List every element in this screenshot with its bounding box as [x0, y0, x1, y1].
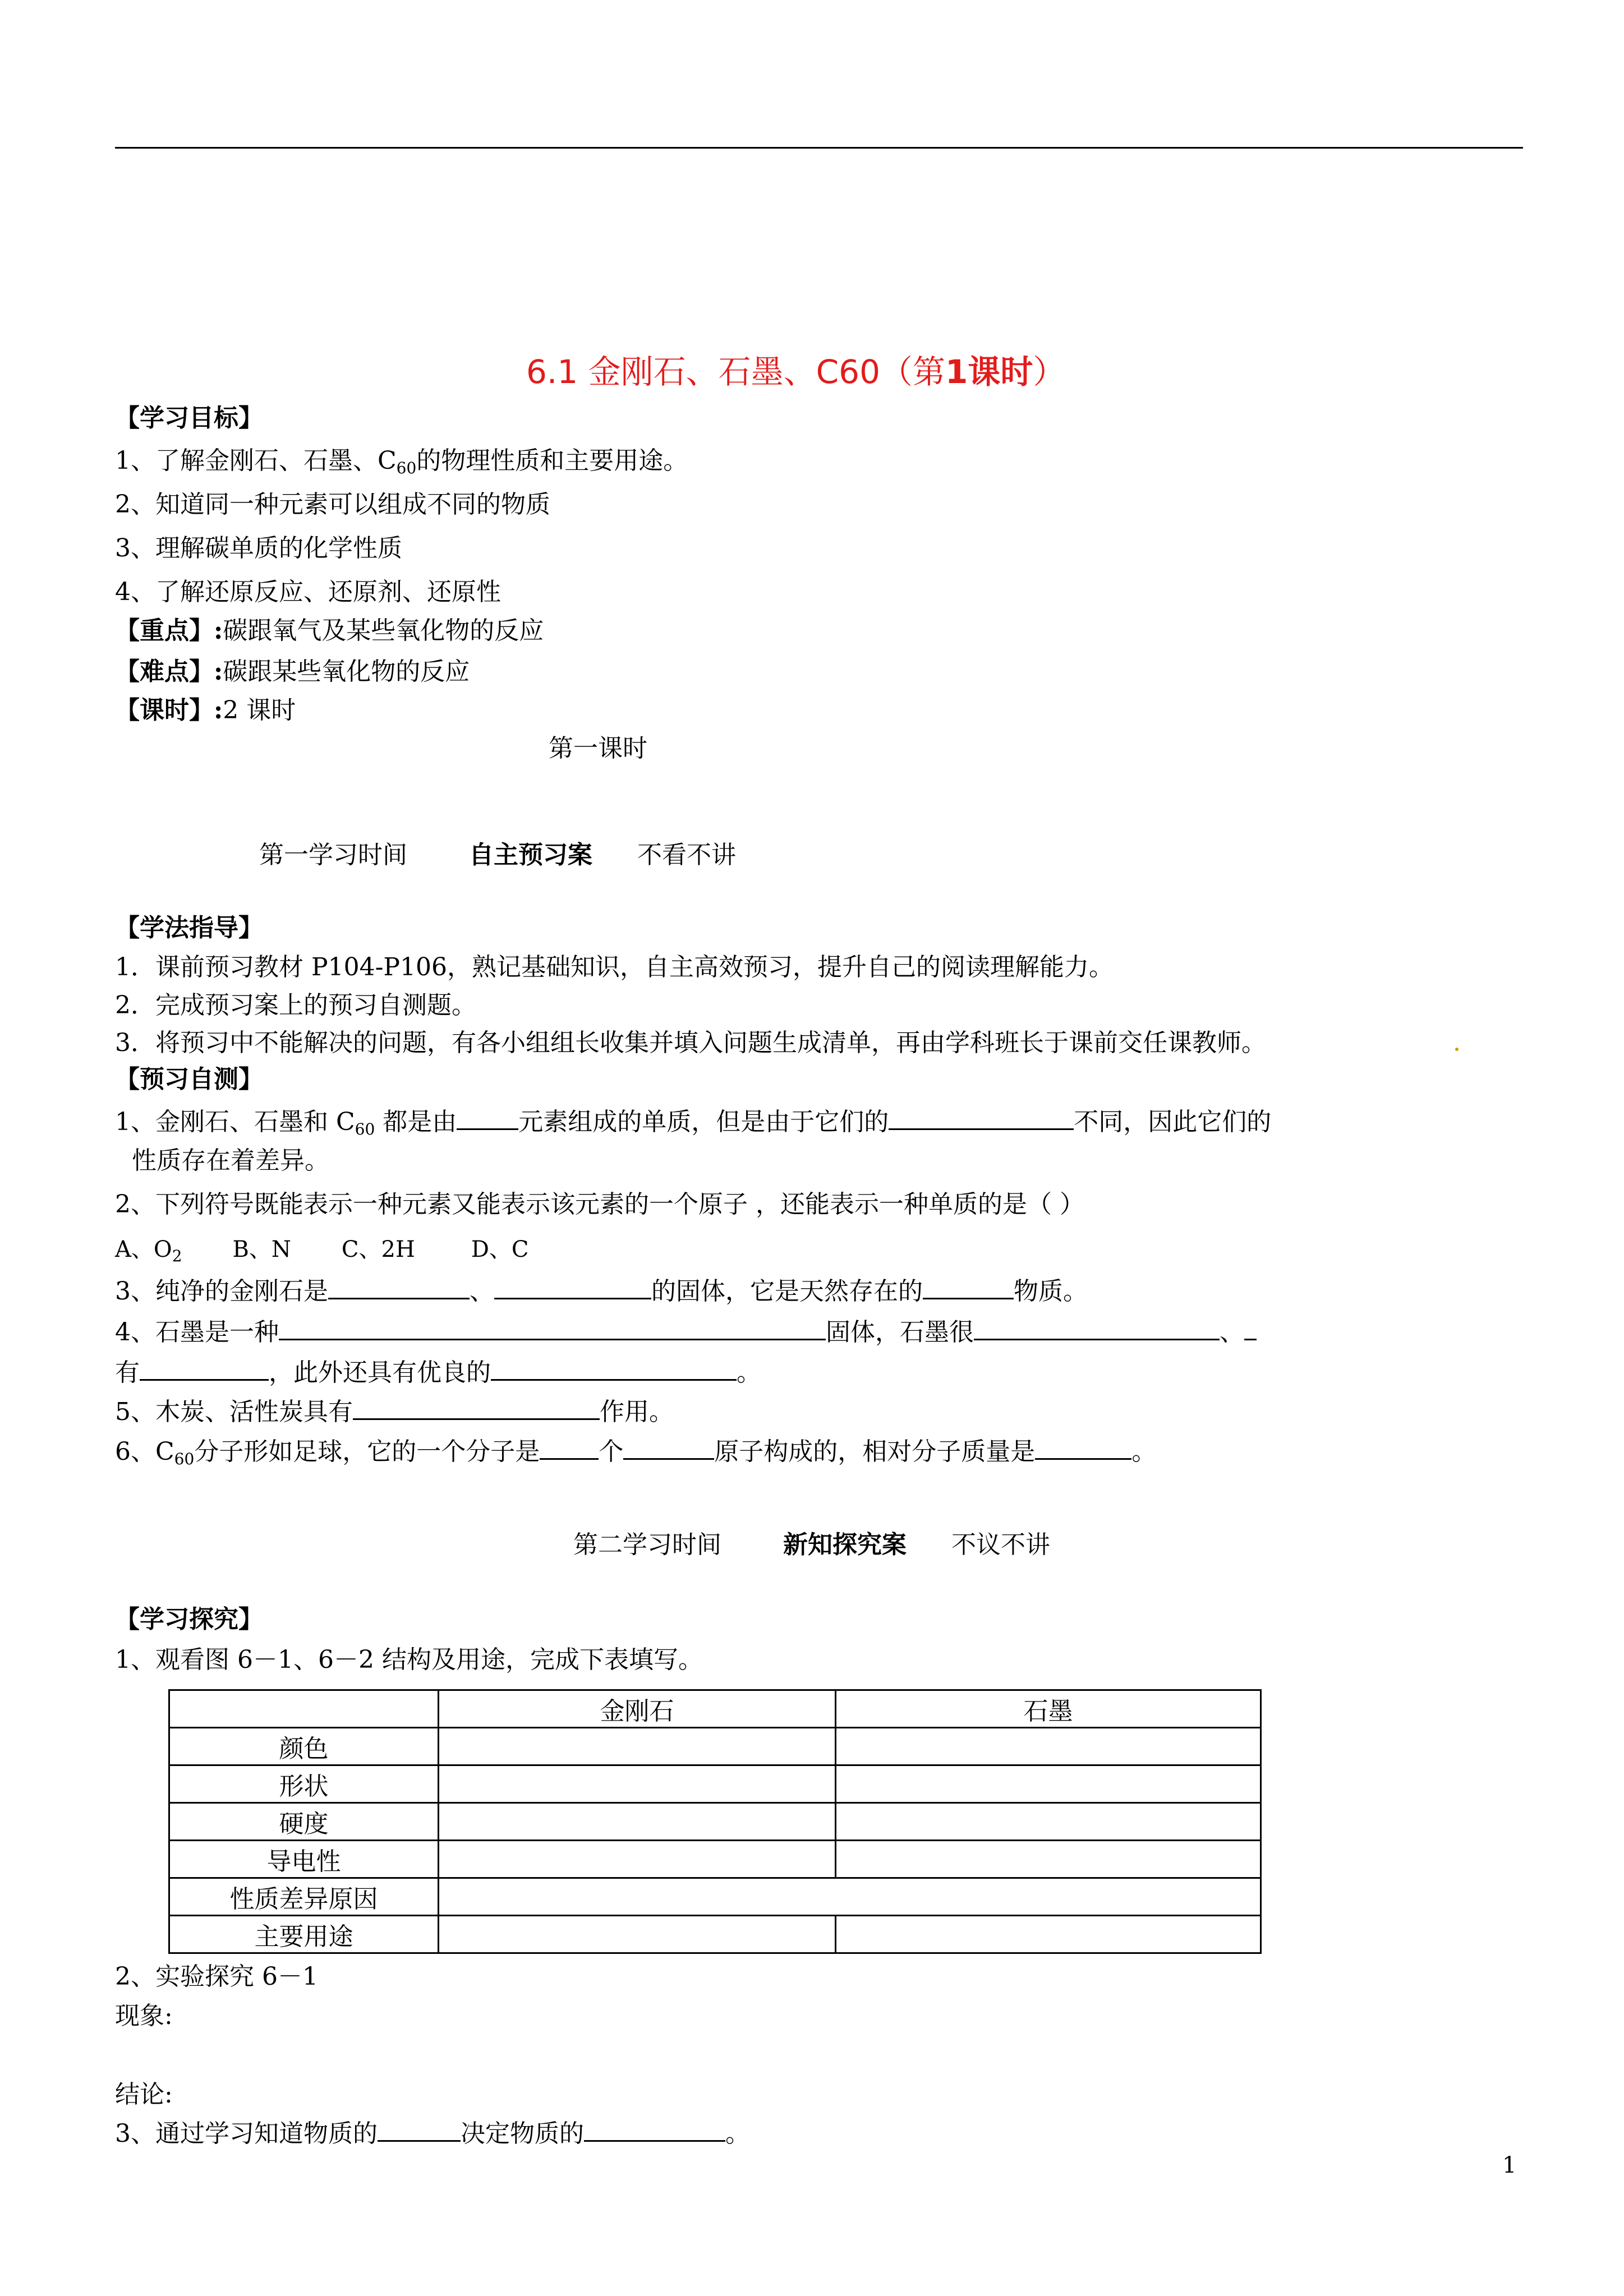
page-number: 1: [1502, 2152, 1517, 2178]
table-cell[interactable]: [439, 1841, 836, 1878]
table-row: [169, 1728, 1261, 1765]
lesson-label: 第一课时: [549, 734, 647, 763]
table-cell-merged[interactable]: [439, 1878, 1261, 1916]
key-point: 【重点】:碳跟氧气及某些氧化物的反应: [115, 616, 544, 645]
row-label: 性质差异原因: [169, 1878, 439, 1916]
question-4: 4、石墨是一种 固体，石墨很 、: [115, 1314, 1257, 1349]
conclusion-label: 结论:: [115, 2080, 173, 2109]
objective-item: 4、了解还原反应、还原剂、还原性: [115, 578, 501, 606]
blank[interactable]: [540, 1433, 599, 1460]
blank[interactable]: [494, 1273, 651, 1299]
properties-table: [168, 1689, 1262, 1954]
table-cell[interactable]: [836, 1728, 1261, 1765]
stray-mark: [1455, 1048, 1459, 1051]
table-row: [169, 1765, 1261, 1803]
table-cell[interactable]: [836, 1765, 1261, 1803]
question-1: 1、金刚石、石墨和 $C_{60}$ 都是由 元素组成的单质，但是由于它们的 不同，因此它们的: [115, 1104, 1271, 1139]
row-label: 导电性: [169, 1841, 439, 1878]
table-header-cell: 金刚石: [439, 1690, 836, 1728]
objective-item: 1、了解金刚石、石墨、$C_{60}$的物理性质和主要用途。: [115, 446, 688, 477]
explore-heading: 【学习探究】: [115, 1605, 263, 1634]
question-4-cont: 有 ，此外还具有优良的 。: [115, 1354, 761, 1390]
table-cell[interactable]: [836, 1916, 1261, 1953]
difficulty: 【难点】:碳跟某些氧化物的反应: [115, 657, 470, 686]
table-cell[interactable]: [439, 1916, 836, 1953]
table-cell[interactable]: [439, 1728, 836, 1765]
objectives-heading: 【学习目标】: [115, 404, 263, 432]
header-rule: [115, 147, 1523, 149]
row-label: 颜色: [169, 1728, 439, 1765]
explore-question-3: 3、通过学习知道物质的 决定物质的 。: [115, 2115, 750, 2151]
blank[interactable]: [1035, 1433, 1131, 1460]
table-cell[interactable]: [439, 1765, 836, 1803]
objective-item: 3、理解碳单质的化学性质: [115, 534, 402, 563]
question-2-options: A、$O_2$ B、N C、2H D、C: [115, 1237, 529, 1265]
explore-question-1: 1、观看图 6－1、6－2 结构及用途，完成下表填写。: [115, 1645, 703, 1674]
table-header-cell: 石墨: [836, 1690, 1261, 1728]
study-time-2: 第二学习时间 新知探究案 不议不讲: [573, 1530, 1050, 1559]
blank[interactable]: [923, 1273, 1014, 1299]
blank[interactable]: [328, 1273, 470, 1299]
table-cell[interactable]: [836, 1841, 1261, 1878]
objective-item: 2、知道同一种元素可以组成不同的物质: [115, 490, 550, 519]
question-6: 6、$C_{60}$分子形如足球，它的一个分子是 个 原子构成的，相对分子质量是 。: [115, 1433, 1156, 1469]
guide-item: 1．课前预习教材 P104-P106，熟记基础知识，自主高效预习，提升自己的阅读理解能力。: [115, 953, 1114, 981]
table-header-cell: [169, 1690, 439, 1728]
table-header-row: [169, 1690, 1261, 1728]
table-row: [169, 1878, 1261, 1916]
table-cell[interactable]: [439, 1803, 836, 1841]
blank[interactable]: [353, 1394, 600, 1420]
blank[interactable]: [889, 1104, 1074, 1130]
blank[interactable]: [140, 1354, 269, 1381]
blank[interactable]: [378, 2115, 461, 2142]
selftest-heading: 【预习自测】: [115, 1065, 263, 1094]
blank[interactable]: [584, 2115, 725, 2142]
row-label: 形状: [169, 1765, 439, 1803]
blank[interactable]: [491, 1354, 737, 1381]
blank[interactable]: [623, 1433, 714, 1460]
question-2: 2、下列符号既能表示一种元素又能表示该元素的一个原子 ，还能表示一种单质的是（ ）: [115, 1190, 1084, 1219]
question-3: 3、纯净的金刚石是 、 的固体，它是天然存在的 物质。: [115, 1273, 1088, 1308]
guide-heading: 【学法指导】: [115, 914, 263, 942]
table-row: [169, 1916, 1261, 1953]
table-row: [169, 1803, 1261, 1841]
blank[interactable]: [279, 1314, 826, 1340]
blank[interactable]: [457, 1104, 518, 1130]
explore-question-2: 2、实验探究 6－1: [115, 1962, 318, 1991]
study-time-1: 第一学习时间 自主预习案 不看不讲: [259, 841, 736, 869]
table-cell[interactable]: [836, 1803, 1261, 1841]
page-title: 6.1 金刚石、石墨、C60（第1课时）: [526, 353, 1066, 391]
periods: 【课时】:2 课时: [115, 696, 296, 725]
table-row: [169, 1841, 1261, 1878]
question-1-cont: 性质存在着差异。: [132, 1146, 329, 1175]
row-label: 主要用途: [169, 1916, 439, 1953]
guide-item: 3．将预习中不能解决的问题，有各小组组长收集并填入问题生成清单，再由学科班长于课前交任课教师。: [115, 1029, 1266, 1057]
blank[interactable]: [974, 1314, 1220, 1340]
row-label: 硬度: [169, 1803, 439, 1841]
blank[interactable]: [1244, 1314, 1257, 1340]
guide-item: 2．完成预习案上的预习自测题。: [115, 991, 476, 1020]
phenomenon-label: 现象:: [115, 2002, 173, 2030]
question-5: 5、木炭、活性炭具有 作用。: [115, 1394, 674, 1429]
